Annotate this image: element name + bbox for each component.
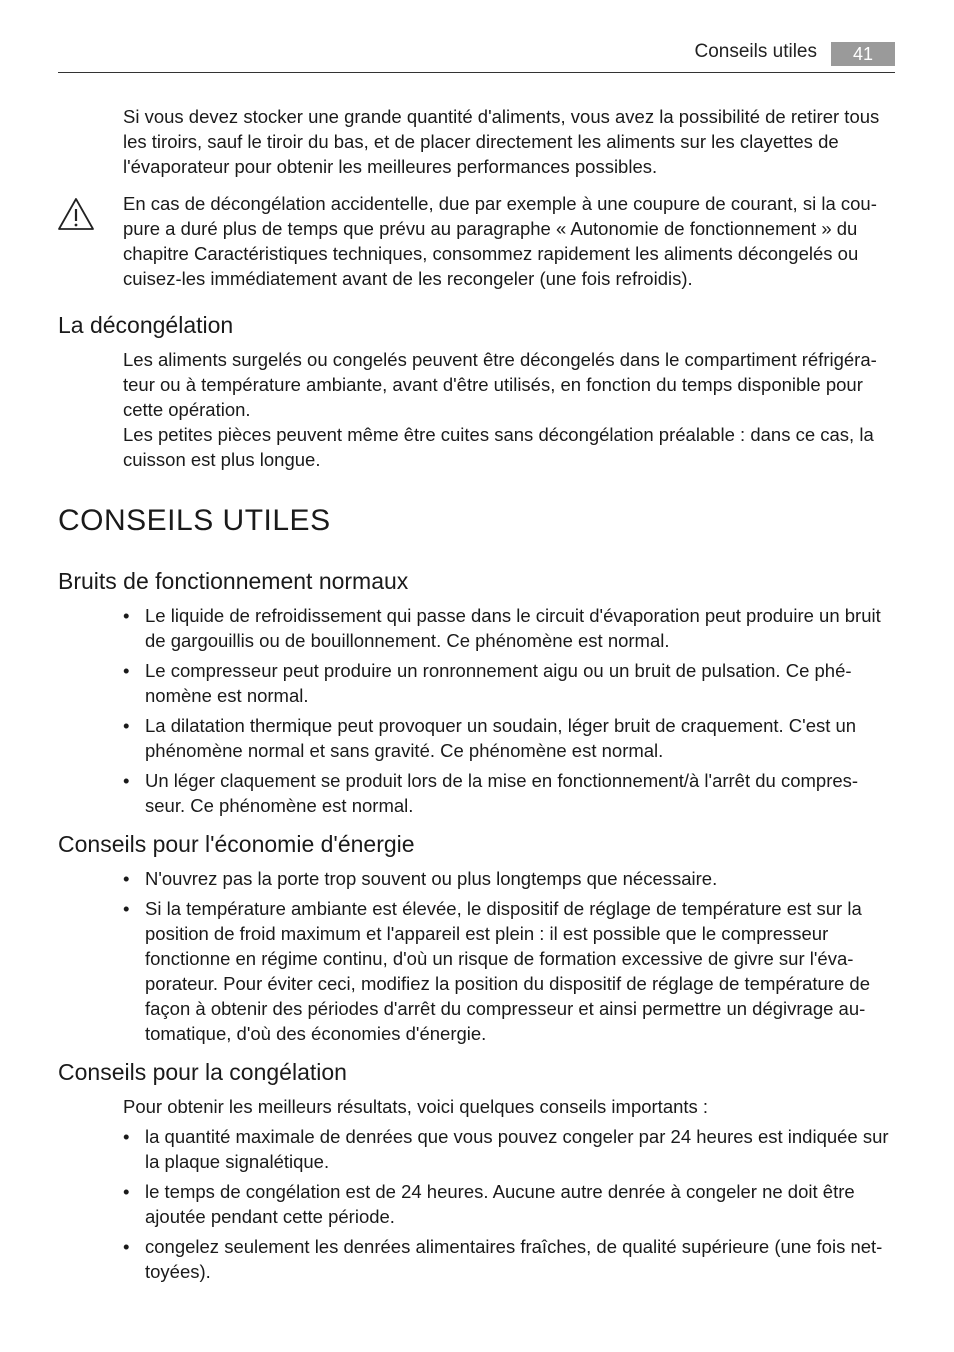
section-title-congelation: Conseils pour la congélation xyxy=(58,1059,347,1085)
list-item xyxy=(123,1179,895,1229)
bullet: • xyxy=(123,660,130,681)
list-item xyxy=(123,1234,895,1284)
bullet: • xyxy=(123,770,130,791)
bullet: • xyxy=(123,715,130,736)
list-item-text: La dilatation thermique peut provoquer un soudain, léger bruit de craquement. C'est un phénomène normal et sans gravité. Ce phénomène est normal. xyxy=(145,715,857,761)
header-title: Conseils utiles xyxy=(694,41,817,62)
congelation-list xyxy=(123,1124,895,1289)
list-item-text: le temps de congélation est de 24 heures. Aucune autre denrée à congeler ne doit être ajoutée pendant cette période. xyxy=(145,1181,855,1227)
list-item xyxy=(123,603,895,653)
bruits-list xyxy=(123,603,895,823)
list-item-text: la quantité maximale de denrées que vous pouvez congeler par 24 heures est indiquée sur la plaque signalétique. xyxy=(145,1126,889,1172)
section-title-decongelation: La décongélation xyxy=(58,312,234,338)
list-item-text: Le liquide de refroidissement qui passe dans le circuit d'évaporation peut produire un bruit de gargouillis ou de bouillonnement. Ce phénomène est normal. xyxy=(145,605,881,651)
bullet: • xyxy=(123,868,130,889)
decongelation-paragraph-1: Les aliments surgelés ou congelés peuvent être décongelés dans le compartiment réfrigéra-teur ou à température ambiante, avant d'être utilisés, en fonction du temps disponible pour cette opération. xyxy=(123,349,877,420)
list-item-text: N'ouvrez pas la porte trop souvent ou plus longtemps que nécessaire. xyxy=(145,868,718,889)
list-item-text: Si la température ambiante est élevée, le dispositif de réglage de température est sur la position de froid maximum et l'appareil est plein : il est possible que le compresseur fonctionne en régime continu, d'où un risque de formation excessive de givre sur l'éva-porateur. Pour éviter ceci, modifiez la position du dispositif de réglage de température de façon à obtenir des périodes d'arrêt du compresseur et ainsi permettre un dégivrage au-tomatique, d'où des économies d'énergie. xyxy=(145,898,870,1044)
bullet: • xyxy=(123,1236,130,1257)
list-item xyxy=(123,658,895,708)
list-item-text: Le compresseur peut produire un ronronnement aigu ou un bruit de pulsation. Ce phé-nomène est normal. xyxy=(145,660,852,706)
page-header xyxy=(58,40,895,73)
list-item-text: congelez seulement les denrées alimentaires fraîches, de qualité supérieure (une fois net-toyées). xyxy=(145,1236,883,1282)
bullet: • xyxy=(123,1181,130,1202)
bullet: • xyxy=(123,1126,130,1147)
intro-paragraph: Si vous devez stocker une grande quantité d'aliments, vous avez la possibilité de retirer tous les tiroirs, sauf le tiroir du bas, et de placer directement les aliments sur les clayettes de l'évaporateur pour obtenir les meilleures performances possibles. xyxy=(123,106,880,177)
section-title-bruits: Bruits de fonctionnement normaux xyxy=(58,568,409,594)
congelation-intro: Pour obtenir les meilleurs résultats, voici quelques conseils importants : xyxy=(123,1096,709,1117)
section-title-energie: Conseils pour l'économie d'énergie xyxy=(58,831,415,857)
decongelation-paragraph-2: Les petites pièces peuvent même être cuites sans décongélation préalable : dans ce cas, la cuisson est plus longue. xyxy=(123,424,874,470)
energie-list xyxy=(123,866,895,1051)
page-number: 41 xyxy=(831,42,895,66)
warning-triangle-icon xyxy=(57,197,95,231)
list-item xyxy=(123,866,895,891)
list-item xyxy=(123,896,895,1046)
list-item-text: Un léger claquement se produit lors de la mise en fonctionnement/à l'arrêt du compres-seur. Ce phénomène est normal. xyxy=(145,770,859,816)
list-item xyxy=(123,1124,895,1174)
bullet: • xyxy=(123,898,130,919)
main-title: CONSEILS UTILES xyxy=(58,504,331,537)
list-item xyxy=(123,713,895,763)
bullet: • xyxy=(123,605,130,626)
warning-paragraph: En cas de décongélation accidentelle, due par exemple à une coupure de courant, si la cou-pure a duré plus de temps que prévu au paragraphe « Autonomie de fonctionnement » du chapitre Caractéristiques techniques, consommez rapidement les aliments décongelés ou cuisez-les immédiatement avant de les recongeler (une fois refroidis). xyxy=(123,193,877,289)
list-item xyxy=(123,768,895,818)
